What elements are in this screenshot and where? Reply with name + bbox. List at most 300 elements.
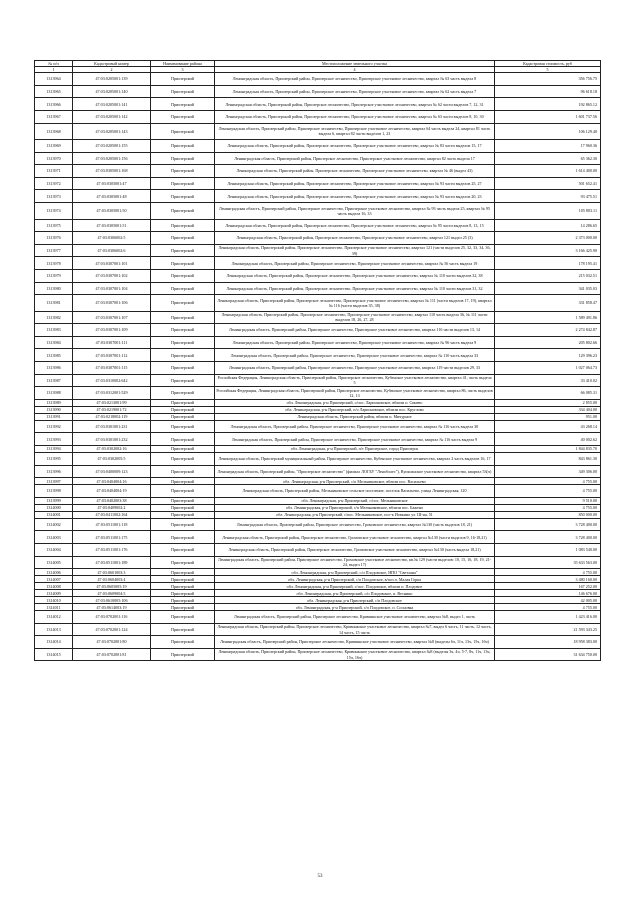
plot-location: Ленинградская область, Приозерский район, Приозерское лесничество, Приозерское участковое лесничество, квартал № 63 часть выдела 8	[215, 73, 495, 86]
cadastral-cost: 501 652.41	[495, 177, 601, 190]
cadastral-number: 47:03:0604003:4	[73, 576, 151, 583]
plot-location: Российская Федерация, Ленинградская область, Приозерский район, Приозерское лесничество, Кубенское участковое лесничество, квартал 86, часть выделов 12, 13	[216, 387, 493, 398]
cadastral-number: 47:03:0302005:5	[73, 452, 151, 465]
cadastral-number: 47:03:0411002:164	[73, 511, 151, 518]
district-name: Приозерский	[151, 282, 215, 295]
header-cell: Наименование района	[151, 61, 215, 67]
cadastral-cost: 192 865.12	[495, 98, 601, 111]
district-name: Приозерский	[151, 269, 215, 282]
row-number: 1313979	[35, 269, 73, 282]
cadastral-cost: 4 755.00	[495, 569, 601, 576]
cadastral-number: 47:03:0306002:5	[73, 232, 151, 245]
plot-location: обл. Ленинградская, р-н Приозерский, с/п Плодовское, п. Веснино	[215, 590, 495, 597]
cadastral-number: 47:03:0511001:189	[73, 556, 151, 569]
district-name: Приозерский	[151, 611, 215, 624]
plot-location: Ленинградская область, Приозерский район, Приозерское лесничество, Кривинкское участковое лесничество, квартал №8 (выделы 3ч, 4ч, 5-7, 8ч, 11ч, 13ч, 15ч, 16ч)	[215, 648, 495, 661]
plot-location: обл. Ленинградская, р-н Приозерский, с/п Плодовское, в/поз п. Малая Горка	[215, 576, 495, 583]
row-number: 1313998	[35, 485, 73, 498]
row-number: 1313981	[35, 295, 73, 312]
row-number: 1313985	[35, 349, 73, 362]
table-row	[35, 504, 601, 511]
cadastral-cost: 93 475.51	[495, 190, 601, 203]
row-number: 1313984	[35, 336, 73, 349]
district-name: Приозерский	[151, 478, 215, 485]
table-row	[35, 445, 601, 452]
cadastral-number: 47:03:0307001:104	[73, 282, 151, 295]
cadastral-cost: 178 195.41	[495, 257, 601, 270]
district-name: Приозерский	[151, 433, 215, 446]
plot-location: Ленинградская область, Приозерский район, Приозерское лесничество, Приозерское участковое лесничество, квартал 82 часть выдела 17	[215, 152, 495, 165]
row-number: 1314005	[35, 556, 73, 569]
row-number: 1314010	[35, 597, 73, 604]
row-number: 1313964	[35, 73, 73, 86]
table-row	[35, 583, 601, 590]
table-row	[35, 387, 601, 400]
cadastral-cost: 331 858.47	[495, 295, 601, 312]
plot-location: Ленинградская область, Приозерский район, Приозерское лесничество, Приозерское участковое лесничество, квартал № 62 часть выдела 7	[215, 85, 495, 98]
table-row	[35, 165, 601, 178]
plot-location: Ленинградская область, Приозерский район, Приозерское лесничество, Приозерское участковое лесничество, квартал № 63 части выделов 8, 10, 30	[215, 110, 495, 123]
table-row	[35, 177, 601, 190]
cadastral-cost: 850 000.00	[495, 511, 601, 518]
plot-location: Ленинградская область, Приозерский район, Приозерское лесничество, Приозерское участковое лесничество, квартал 121 выдел 25 (3)	[215, 232, 495, 245]
plot-location: Ленинградская область, Приозерский район, Приозерское лесничество, Приозерское участковое лесничество, квартал № 110 часть выдела 33	[215, 349, 495, 362]
cadastral-number: 47:03:0404004:19	[73, 485, 151, 498]
district-name: Приозерский	[151, 374, 215, 387]
district-name: Приозерский	[151, 445, 215, 452]
cadastral-cost: 349 306.00	[495, 465, 601, 478]
plot-location: Ленинградская область, Приозерский район, Приозерское лесничество, Громовское участковое лесничество, квартал №130 (часть выдела 18,21)	[215, 543, 495, 556]
table-row	[35, 611, 601, 624]
table-row	[35, 543, 601, 556]
cadastral-number: 47:03:0301001:232	[73, 433, 151, 446]
row-number: 1313980	[35, 282, 73, 295]
cadastral-number: 47:03:0205001:155	[73, 140, 151, 153]
row-number: 1313971	[35, 165, 73, 178]
district-name: Приозерский	[151, 85, 215, 98]
cadastral-cost: 3 166 425.90	[495, 244, 601, 257]
table-row	[35, 497, 601, 504]
plot-location: обл. Ленинградская, р-н Приозерский, с/п Мельниковское, вблизи пос. Васильево	[215, 478, 495, 485]
cadastral-number: 47:03:0404004:16	[73, 478, 151, 485]
cadastral-cost: 1 614 400.00	[495, 165, 601, 178]
plot-location: обл. Ленинградская, р-н Приозерский, с/пос. Плодовское, вблизи п. Плодовое	[215, 583, 495, 590]
row-number: 1314001	[35, 511, 73, 518]
plot-location: обл. Ленинградская, р-н Приозерский, с/пос. Мельниковское	[215, 497, 495, 504]
table-row	[35, 374, 601, 387]
cadastral-cost: 334 404.00	[495, 406, 601, 413]
row-number: 1313966	[35, 98, 73, 111]
cadastral-cost: 4 755.00	[495, 478, 601, 485]
cadastral-cost: 205 802.66	[495, 336, 601, 349]
cadastral-number: 47:03:0302002:16	[73, 445, 151, 452]
row-number: 1313965	[35, 85, 73, 98]
cadastral-cost: 106 129.40	[495, 123, 601, 140]
table-row	[35, 478, 601, 485]
district-name: Приозерский	[151, 413, 215, 420]
district-name: Приозерский	[151, 165, 215, 178]
page-number: 53	[317, 874, 323, 879]
cadastral-number: 47:03:0610005:106	[73, 597, 151, 604]
plot-location: Ленинградская область, Приозерский район, Приозерское лесничество, Громовское лесничество, квартал №130 (часть выделов 18, 21)	[215, 518, 495, 531]
document-sheet	[34, 60, 600, 661]
row-number: 1313976	[35, 232, 73, 245]
plot-location: обл. Ленинградская, р-н Приозерский, с/п Плодовское	[215, 597, 495, 604]
district-name: Приозерский	[151, 504, 215, 511]
district-name: Приозерский	[151, 387, 215, 400]
cadastral-number: 47:03:0702001:124	[73, 623, 151, 636]
plot-location: Ленинградская область, Приозерский муниципальный район, Приозерское лесничество, Кубенское участковое лесничество, квартал 2 часть выделов 16, 17	[215, 452, 495, 465]
district-name: Приозерский	[151, 497, 215, 504]
plot-location: Ленинградская область, Приозерский район, Приозерское лесничество, Приозерское участковое лесничество, квартал 110 часть выдела 36, № 111 части выделов 18, 26, 27, 28	[215, 311, 495, 324]
row-number: 1314008	[35, 583, 73, 590]
row-number: 1313989	[35, 399, 73, 406]
plot-location: Ленинградская область, Приозерский район, Приозерское лесничество, Приозерское участковое лесничество, квартал № 116 часть выдела 30	[215, 420, 495, 433]
table-row	[35, 203, 601, 220]
plot-location: Ленинградская область, Приозерский район, Приозерское лесничество, Приозерское участковое лесничество, квартал № 83 части выделов 15, 17	[215, 140, 495, 153]
district-name: Приозерский	[151, 465, 215, 478]
plot-location: обл. Ленинградская, р-н Приозерский, п/о Ларионовское, вблизи пос. Круглово	[215, 406, 495, 413]
cadastral-number: 47:03:0306002:6	[73, 244, 151, 257]
district-name: Приозерский	[151, 295, 215, 312]
cadastral-cost: 4 755.00	[495, 604, 601, 611]
plot-location: Ленинградская область, Приозерский район, Приозерское лесничество, Приозерское участковое лесничество, квартал № 95 части выделов 8, 13, 15	[215, 219, 495, 232]
cadastral-number: 47:03:0307001:109	[73, 324, 151, 337]
column-number: 3	[151, 67, 215, 73]
district-name: Приозерский	[151, 590, 215, 597]
plot-location: Ленинградская область, Приозерский район, Приозерское лесничество, Кривинкское участковое лесничество, квартал №7, выдел 6 часть, 11 часть, 12 часть, 14 часть, 15 часть	[215, 623, 495, 636]
table-row	[35, 413, 601, 420]
cadastral-table	[34, 60, 601, 661]
table-row	[35, 420, 601, 433]
row-number: 1314011	[35, 604, 73, 611]
header-cell: Кадастровый номер	[73, 61, 151, 67]
table-row	[35, 597, 601, 604]
district-name: Приозерский	[151, 485, 215, 498]
row-number: 1313969	[35, 140, 73, 153]
cadastral-number: 47:03:0307001:111	[73, 336, 151, 349]
plot-location: Ленинградская область, Приозерский район, Приозерское лесничество, Громовское участковое лесничество, квартал №130 (части выделов 9, 16-18,21)	[215, 531, 495, 544]
table-row	[35, 140, 601, 153]
cadastral-number: 47:03:0409002:2	[73, 504, 151, 511]
table-row	[35, 636, 601, 649]
cadastral-cost: 843 861.30	[495, 452, 601, 465]
cadastral-cost: 341 035.03	[495, 282, 601, 295]
cadastral-cost: 951.00	[495, 413, 601, 420]
cadastral-cost: 1 601 737.56	[495, 110, 601, 123]
cadastral-number: 47:03:0305001:51	[73, 219, 151, 232]
district-name: Приозерский	[151, 123, 215, 140]
row-number: 1313974	[35, 203, 73, 220]
district-name: Приозерский	[151, 399, 215, 406]
plot-location: обл. Ленинградская, р-н Приозерский, с/п Плодовское, НПО "Светлана"	[215, 569, 495, 576]
column-number: 1	[35, 67, 73, 73]
plot-location: обл. Ленинградская, р-н Приозерский, п/т Приозерское, город Приозерск	[215, 445, 495, 452]
district-name: Приозерский	[151, 73, 215, 86]
cadastral-number: 47:03:0218002:119	[73, 413, 151, 420]
row-number: 1313986	[35, 361, 73, 374]
cadastral-cost: 42 005.00	[495, 597, 601, 604]
row-number: 1314007	[35, 576, 73, 583]
table-row	[35, 244, 601, 257]
cadastral-number: 47:03:0307001:107	[73, 311, 151, 324]
table-row	[35, 110, 601, 123]
plot-location: Ленинградская область, Приозерский район, Приозерское лесничество, Кривинкское участковое лесничество, квартал №8 (выделы 6ч, 11ч, 13ч, 15ч, 16ч)	[215, 636, 495, 649]
row-number: 1313975	[35, 219, 73, 232]
district-name: Приозерский	[151, 140, 215, 153]
table-row	[35, 361, 601, 374]
cadastral-cost: 4 755.00	[495, 485, 601, 498]
table-row	[35, 257, 601, 270]
table-row	[35, 311, 601, 324]
cadastral-cost: 3 728 400.00	[495, 518, 601, 531]
cadastral-cost: 9 510.00	[495, 497, 601, 504]
plot-location: Ленинградская область, Приозерский район, Приозерское лесничество, Приозерское участковое лесничество, квартал № 110 части выделов 31, 32	[215, 282, 495, 295]
table-row	[35, 219, 601, 232]
row-number: 1313973	[35, 190, 73, 203]
cadastral-cost: 215 032.51	[495, 269, 601, 282]
plot-location: Ленинградская область, Приозерский район, Приозерское лесничество, Приозерское участковое лесничество, квартал № 93 часть выдела 25, квартал № 95 часть выдела 16, 33	[215, 203, 495, 220]
cadastral-number: 47:03:0614003:19	[73, 604, 151, 611]
table-row	[35, 511, 601, 518]
row-number: 1313990	[35, 406, 73, 413]
district-name: Приозерский	[151, 361, 215, 374]
cadastral-number: 47:03:0205001:156	[73, 152, 151, 165]
cadastral-number: 47:03:0219001:72	[73, 406, 151, 413]
plot-location: Ленинградская область, Приозерский район, Приозерское лесничество, Приозерское участковое лесничество, квартал № 93 части выделов 20, 23	[215, 190, 495, 203]
plot-location: Ленинградская область, Приозерский район, Приозерское лесничество, Приозерское участковое лесничество, квартал № 62 части выделов 7, 12, 31	[215, 98, 495, 111]
column-number: 5	[495, 67, 601, 73]
cadastral-number: 47:03:0601003:3	[73, 569, 151, 576]
row-number: 1313995	[35, 452, 73, 465]
table-row	[35, 485, 601, 498]
table-row	[35, 623, 601, 636]
cadastral-cost: 18 958 383.00	[495, 636, 601, 649]
row-number: 1314003	[35, 531, 73, 544]
row-number: 1313993	[35, 433, 73, 446]
district-name: Приозерский	[151, 177, 215, 190]
district-name: Приозерский	[151, 190, 215, 203]
cadastral-cost: 3 480 160.00	[495, 576, 601, 583]
table-row	[35, 269, 601, 282]
table-body	[35, 73, 601, 661]
row-number: 1313977	[35, 244, 73, 257]
plot-location: Ленинградская область, Приозерский район, Приозерское лесничество, Приозерское участковое лесничество, квартал 64 часть выдела 24, квартал 81 часть выдела 6, квартал 82 части выделов 1, 23	[215, 123, 495, 140]
table-row	[35, 349, 601, 362]
plot-location: Ленинградская область, Приозерский район, Приозерское лесничество, Приозерское участковое лесничество, квартал № 93 части выделов 25, 27	[215, 177, 495, 190]
cadastral-cost: 35 633 563.00	[495, 556, 601, 569]
cadastral-cost: 40 002.62	[495, 433, 601, 446]
table-row	[35, 336, 601, 349]
cadastral-number: 47:03:0307001:101	[73, 257, 151, 270]
district-name: Приозерский	[151, 232, 215, 245]
plot-location: Ленинградская область, Приозерский район, Приозерское лесничество, Приозерское участковое лесничество, квартал № 46 (выдел 43)	[215, 165, 495, 178]
row-number: 1314000	[35, 504, 73, 511]
cadastral-number: 47:03:0400009:123	[73, 465, 151, 478]
row-number: 1313999	[35, 497, 73, 504]
cadastral-cost: 1 027 064.73	[495, 361, 601, 374]
plot-location: обл. Ленинградская, р-н Приозерский, с/пос. Мельниковское, пос-к Иовкино ул. Ш-на, 51	[215, 511, 495, 518]
row-number: 1314006	[35, 569, 73, 576]
cadastral-number: 47:03:0511001:176	[73, 543, 151, 556]
district-name: Приозерский	[151, 324, 215, 337]
cadastral-number: 47:03:0205001:143	[73, 123, 151, 140]
table-row	[35, 465, 601, 478]
table-row	[35, 590, 601, 597]
table-row	[35, 406, 601, 413]
cadastral-number: 47:03:0702001:80	[73, 636, 151, 649]
cadastral-cost: 105 803.11	[495, 203, 601, 220]
table-row	[35, 518, 601, 531]
table-row	[35, 73, 601, 86]
table-row	[35, 85, 601, 98]
cadastral-number: 47:03:0511001:118	[73, 518, 151, 531]
cadastral-number: 47:03:0402003:38	[73, 497, 151, 504]
header-cell: № п/п	[35, 61, 73, 67]
table-row	[35, 232, 601, 245]
district-name: Приозерский	[151, 406, 215, 413]
cadastral-number: 47:03:0605005:19	[73, 583, 151, 590]
row-number: 1313994	[35, 445, 73, 452]
cadastral-cost: 14 286.65	[495, 219, 601, 232]
district-name: Приозерский	[151, 543, 215, 556]
row-number: 1313988	[35, 387, 73, 400]
cadastral-number: 47:03:0307001:106	[73, 295, 151, 312]
row-number: 1313996	[35, 465, 73, 478]
row-number: 1313991	[35, 413, 73, 420]
plot-location: Ленинградская область, Приозерский район, Мельниковское сельское поселение, поселок Васильево, улица Ленинградская, 120	[215, 485, 495, 498]
district-name: Приозерский	[151, 110, 215, 123]
cadastral-number: 47:03:0702001:116	[73, 611, 151, 624]
table-row	[35, 190, 601, 203]
cadastral-cost: 66 085.31	[495, 387, 601, 400]
cadastral-cost: 65 362.30	[495, 152, 601, 165]
cadastral-number: 47:03:0307001:115	[73, 361, 151, 374]
table-row	[35, 98, 601, 111]
cadastral-cost: 2 373 000.00	[495, 232, 601, 245]
plot-location: Ленинградская область, Приозерский район, Приозерское лесничество, Приозерское участковое лесничество, квартал № 56 часть выдела 19	[215, 257, 495, 270]
plot-location: Ленинградская область, Приозерский район, Приозерское лесничество, Кривинкское участковое лесничество, квартал №8, выдел 1, часть	[215, 611, 495, 624]
table-row	[35, 152, 601, 165]
district-name: Приозерский	[151, 420, 215, 433]
cadastral-number: 47:03:0312001:529	[73, 387, 151, 400]
plot-location: обл. Ленинградская, р-н Приозерский, с/пос. Ларионовское, вблизи п. Синево	[215, 399, 495, 406]
row-number: 1313972	[35, 177, 73, 190]
cadastral-number: 47:03:0205001:139	[73, 73, 151, 86]
cadastral-number: 47:03:0310002:642	[73, 374, 151, 387]
cadastral-cost: 1 589 491.86	[495, 311, 601, 324]
district-name: Приозерский	[151, 219, 215, 232]
cadastral-cost: 96 618.18	[495, 85, 601, 98]
column-number: 2	[73, 67, 151, 73]
header-cell: Местоположение земельного участка	[215, 61, 495, 67]
district-name: Приозерский	[151, 244, 215, 257]
row-number: 1313967	[35, 110, 73, 123]
column-number: 4	[215, 67, 495, 73]
cadastral-number: 47:03:0305001:47	[73, 177, 151, 190]
table-row	[35, 324, 601, 337]
cadastral-number: 47:03:0205001:141	[73, 98, 151, 111]
table-row	[35, 648, 601, 661]
cadastral-cost: 356 756.75	[495, 73, 601, 86]
district-name: Приозерский	[151, 569, 215, 576]
row-number: 1313983	[35, 324, 73, 337]
row-number: 1314004	[35, 543, 73, 556]
plot-location: обл. Ленинградская, р-н Приозерский, с/п Мельниковское, вблизи пос. Бажено	[215, 504, 495, 511]
table-row	[35, 282, 601, 295]
plot-location: Ленинградская область, Приозерский район, вблизи п. Мичурное	[215, 413, 495, 420]
cadastral-cost: 33 410.02	[495, 374, 601, 387]
table-row	[35, 452, 601, 465]
header-cell: Кадастровая стоимость, руб	[495, 61, 601, 67]
cadastral-cost: 129 396.23	[495, 349, 601, 362]
plot-location: Ленинградская область, Приозерский район, Приозерское лесничество, Приозерское участковое лесничество, квартал № 96 часть выдела 9	[215, 336, 495, 349]
table-row	[35, 399, 601, 406]
cadastral-cost: 43 268.14	[495, 420, 601, 433]
district-name: Приозерский	[151, 597, 215, 604]
cadastral-cost: 146 676.00	[495, 590, 601, 597]
district-name: Приозерский	[151, 203, 215, 220]
table-row	[35, 433, 601, 446]
cadastral-number: 47:03:0702001:81	[73, 648, 151, 661]
district-name: Приозерский	[151, 349, 215, 362]
cadastral-number: 47:03:0305001:168	[73, 165, 151, 178]
plot-location: Ленинградская область, Приозерский район, Приозерское лесничество, Приозерское участковое лесничество, квартал 116 части выделов 13, 14	[215, 324, 495, 337]
row-number: 1313978	[35, 257, 73, 270]
district-name: Приозерский	[151, 556, 215, 569]
district-name: Приозерский	[151, 257, 215, 270]
row-number: 1314015	[35, 648, 73, 661]
row-number: 1313997	[35, 478, 73, 485]
district-name: Приозерский	[151, 311, 215, 324]
plot-location: Ленинградская область, Приозерский район, Приозерское лесничество, Приозерское участковое лесничество, квартал № 116 часть выдела 9	[215, 433, 495, 446]
district-name: Приозерский	[151, 98, 215, 111]
row-number: 1314014	[35, 636, 73, 649]
cadastral-number: 47:03:0301001:231	[73, 420, 151, 433]
table-row	[35, 569, 601, 576]
cadastral-number: 47:03:0205001:142	[73, 110, 151, 123]
table-row	[35, 604, 601, 611]
district-name: Приозерский	[151, 518, 215, 531]
district-name: Приозерский	[151, 623, 215, 636]
cadastral-cost: 1 083 540.00	[495, 543, 601, 556]
district-name: Приозерский	[151, 576, 215, 583]
district-name: Приозерский	[151, 452, 215, 465]
row-number: 1314012	[35, 611, 73, 624]
plot-location: Ленинградская область, Приозерский район, Приозерское лесничество, Приозерское участковое лесничество, квартал № 110 части выделов 32, 38	[215, 269, 495, 282]
cadastral-cost: 3 728 400.00	[495, 531, 601, 544]
table-row	[35, 123, 601, 140]
cadastral-cost: 21 593 343.25	[495, 623, 601, 636]
plot-location: Ленинградская область, Приозерский район, Приозерское лесничество, Приозерское участковое лесничество, квартал 121 (части выделов 25, 32, 33, 34, 36, 39)	[215, 244, 495, 257]
cadastral-number: 47:03:0511001:175	[73, 531, 151, 544]
plot-location: Ленинградская область, Приозерский район, Приозерское лесничество, Приозерское участковое лесничество, квартал № 111 (части выделов 17, 19), квартал № 116 (части выделов 35, 38)	[215, 295, 495, 312]
plot-location: Ленинградская область, Приозерский район, "Приозерское лесничество" (филиал ЛОГБУ "Ленобллес"), Вуоксинское участковое лесничество, квартал 53(ч)	[215, 465, 495, 478]
cadastral-cost: 4 755.00	[495, 504, 601, 511]
cadastral-number: 47:03:0305001:50	[73, 203, 151, 220]
row-number: 1314013	[35, 623, 73, 636]
table-row	[35, 556, 601, 569]
row-number: 1313968	[35, 123, 73, 140]
cadastral-number: 47:03:0305001:48	[73, 190, 151, 203]
cadastral-number: 47:03:0205001:140	[73, 85, 151, 98]
row-number: 1313982	[35, 311, 73, 324]
cadastral-cost: 1 423 416.00	[495, 611, 601, 624]
cadastral-number: 47:03:0307001:112	[73, 349, 151, 362]
cadastral-cost: 2 855.00	[495, 399, 601, 406]
plot-location: обл. Ленинградская, р-н Приозерский, с/п Плодовское, п. Сосновка	[215, 604, 495, 611]
row-number: 1313970	[35, 152, 73, 165]
